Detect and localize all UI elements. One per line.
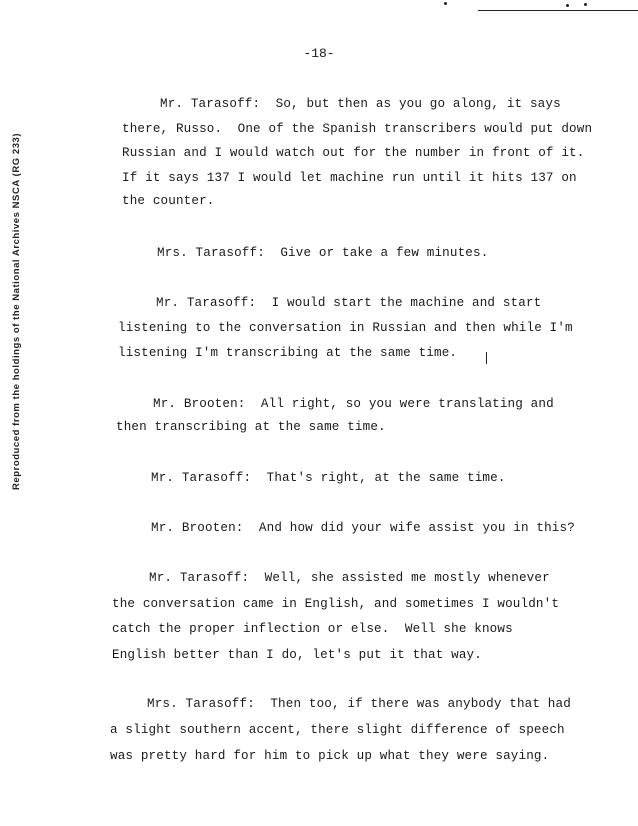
archive-side-note: Reproduced from the holdings of the National Archives NSCA (RG 233) — [11, 132, 22, 490]
line-text: English better than I do, let's put it that way. — [112, 648, 482, 662]
line-text: then transcribing at the same time. — [116, 420, 386, 434]
line-text: the conversation came in English, and sometimes I wouldn't — [112, 597, 560, 611]
speaker-label: Mr. Brooten: — [153, 397, 246, 411]
scan-speck — [584, 3, 587, 6]
speaker-label: Mr. Tarasoff: — [151, 471, 252, 485]
line-text: Well, she assisted me mostly whenever — [264, 571, 550, 585]
line-speaker — [157, 246, 488, 260]
scan-mark — [486, 352, 487, 364]
line-text: If it says 137 I would let machine run until it hits 137 on — [122, 171, 577, 185]
line-text: catch the proper inflection or else. Well she knows — [112, 622, 513, 636]
line-text: That's right, at the same time. — [266, 471, 506, 485]
line-text: the counter. — [122, 194, 215, 208]
speaker-label: Mr. Tarasoff: — [149, 571, 250, 585]
page-number: -18- — [303, 46, 335, 61]
line-text: So, but then as you go along, it says — [275, 97, 561, 111]
speaker-label: Mr. Tarasoff: — [160, 97, 261, 111]
line-text: Then too, if there was anybody that had — [270, 697, 571, 711]
line-text: a slight southern accent, there slight difference of speech — [110, 723, 565, 737]
line-speaker — [151, 521, 575, 535]
line-speaker — [149, 571, 550, 585]
line-speaker — [153, 397, 554, 411]
line-text: was pretty hard for him to pick up what they were saying. — [110, 749, 550, 763]
speaker-label: Mrs. Tarasoff: — [147, 697, 255, 711]
line-speaker — [156, 296, 541, 310]
line-text: All right, so you were translating and — [260, 397, 554, 411]
line-text: I would start the machine and start — [271, 296, 542, 310]
line-text: listening to the conversation in Russian and then while I'm — [118, 321, 573, 335]
line-speaker — [151, 471, 506, 485]
scan-speck — [444, 2, 447, 5]
line-text: Give or take a few minutes. — [280, 246, 489, 260]
speaker-label: Mr. Tarasoff: — [156, 296, 257, 310]
top-rule-line — [478, 10, 638, 11]
line-speaker — [147, 697, 571, 711]
line-text: listening I'm transcribing at the same time. — [118, 346, 458, 360]
line-speaker — [160, 97, 561, 111]
line-text: there, Russo. One of the Spanish transcribers would put down — [122, 122, 593, 136]
scan-speck — [566, 4, 569, 7]
line-text: And how did your wife assist you in this? — [258, 521, 575, 535]
line-text: Russian and I would watch out for the number in front of it. — [122, 146, 585, 160]
speaker-label: Mr. Brooten: — [151, 521, 244, 535]
speaker-label: Mrs. Tarasoff: — [157, 246, 265, 260]
